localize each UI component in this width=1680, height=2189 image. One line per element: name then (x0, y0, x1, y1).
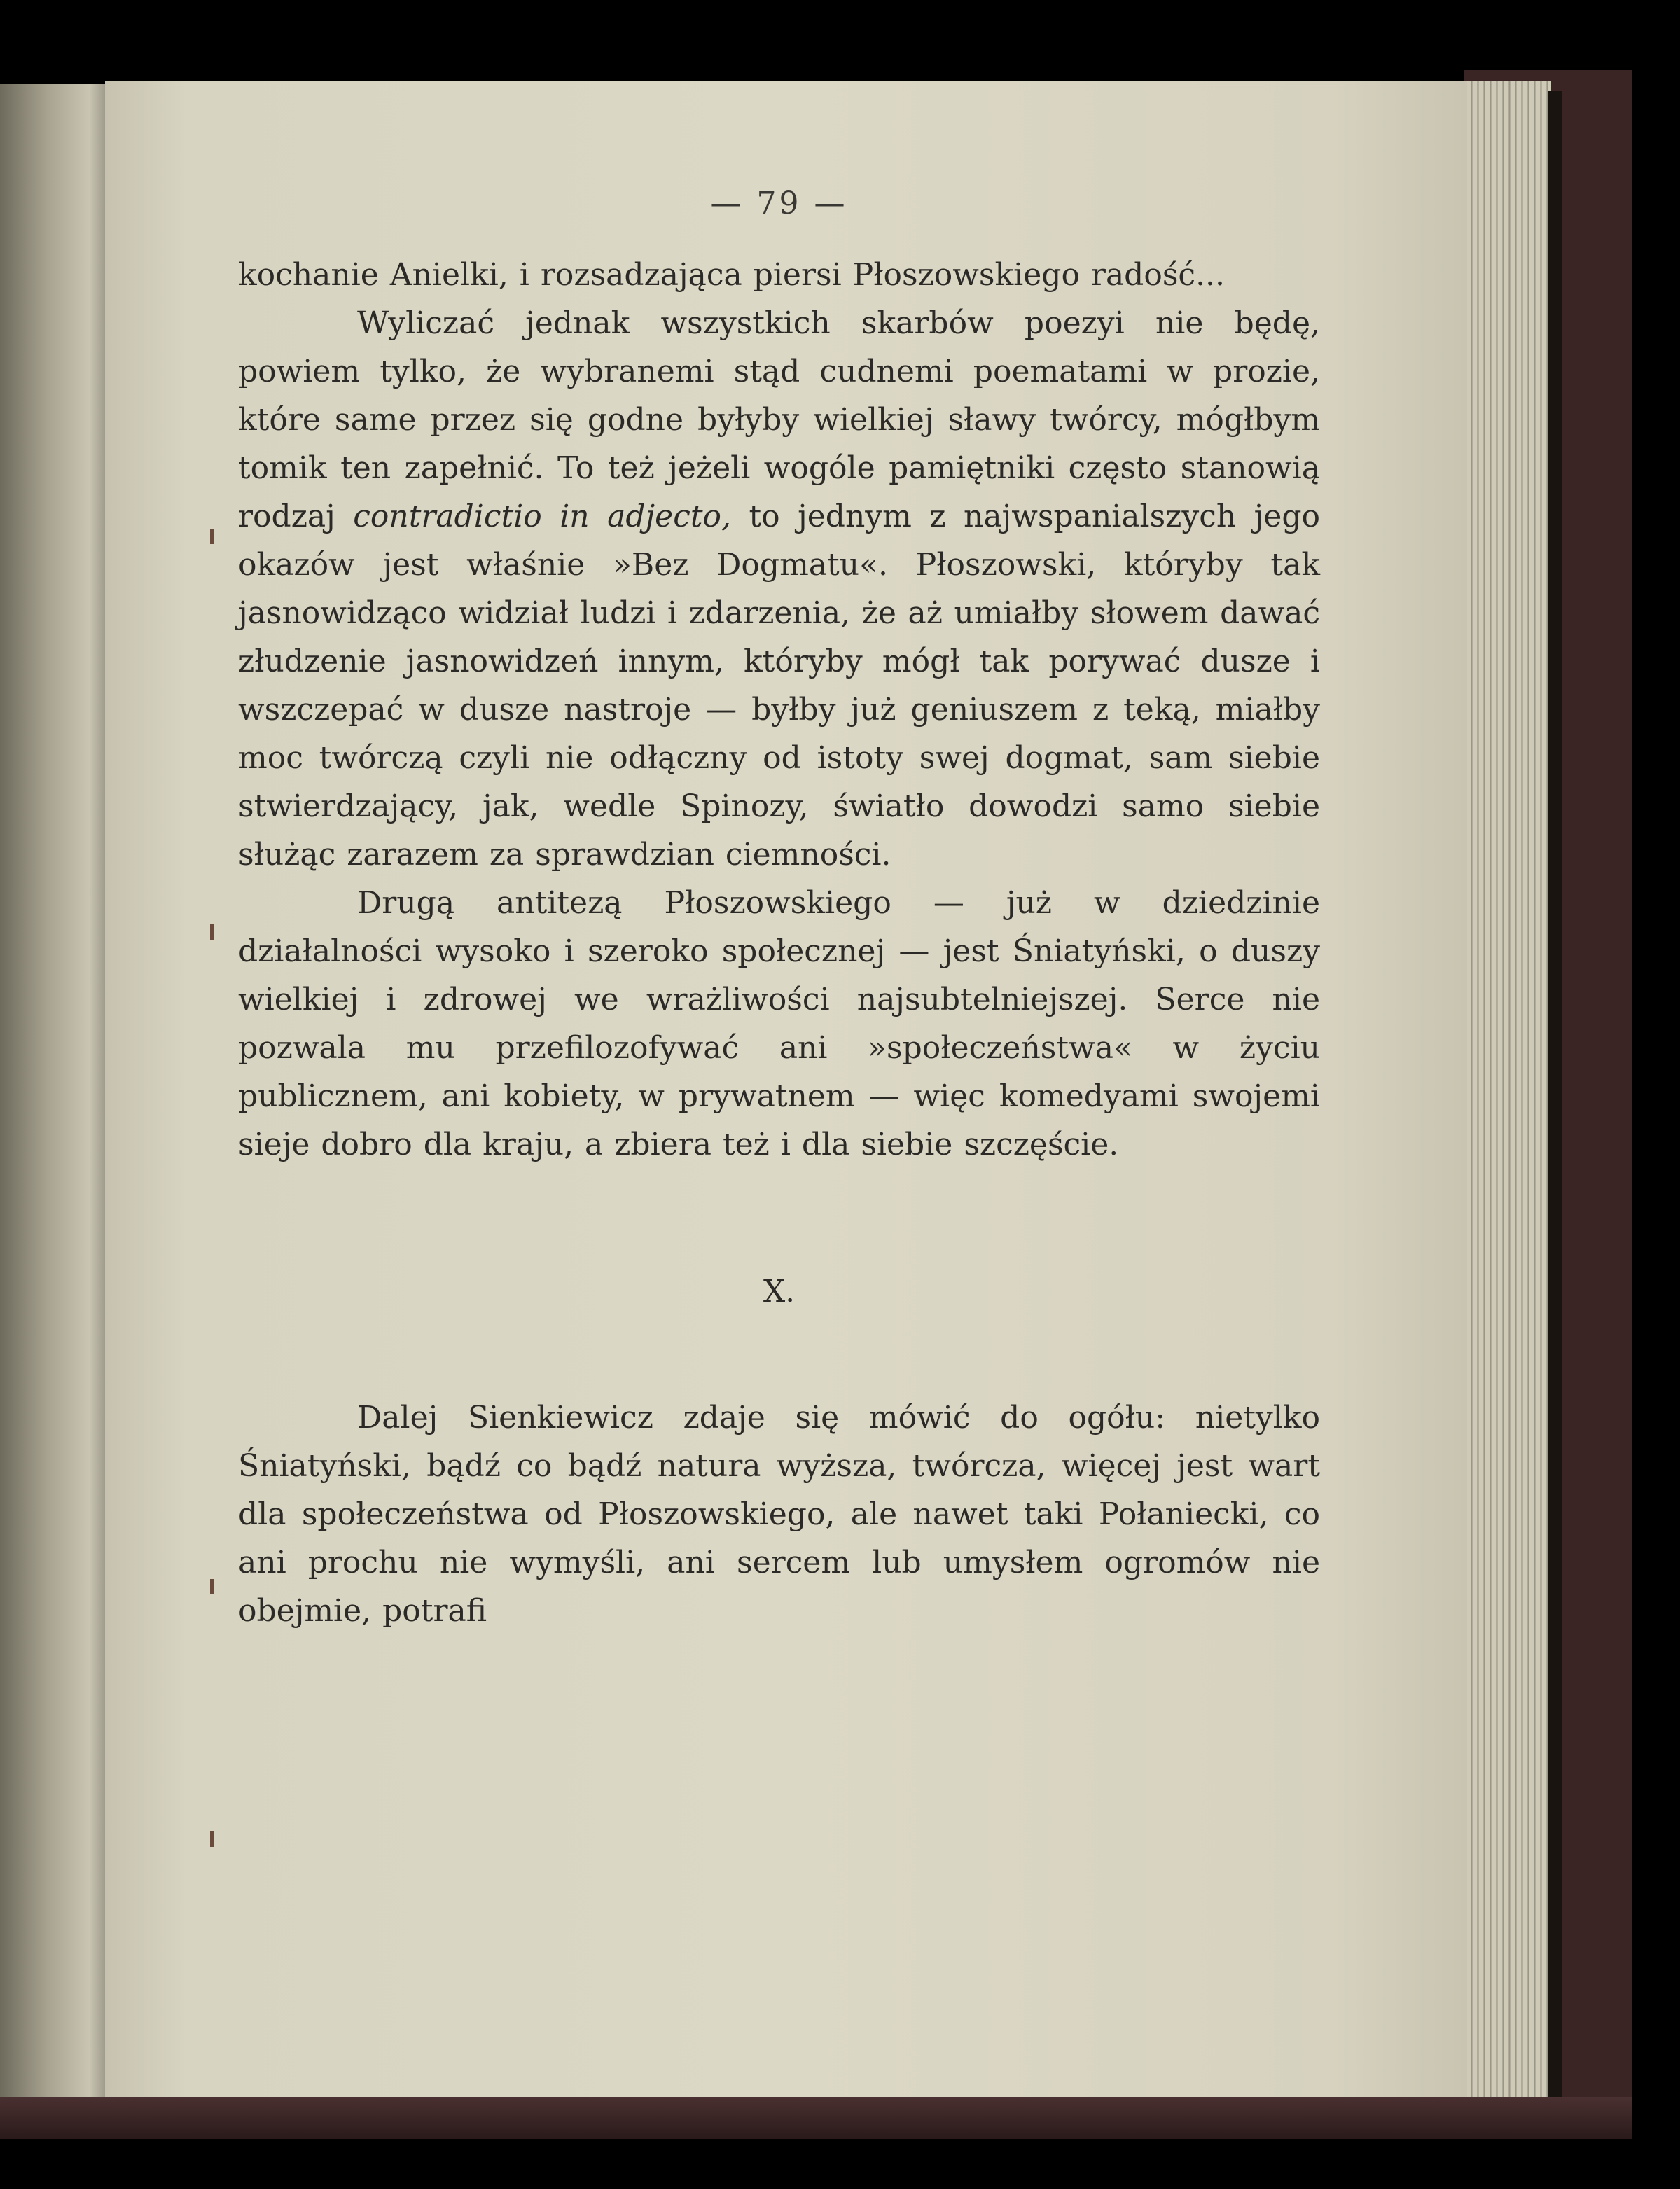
page-number: — 79 — (710, 186, 848, 221)
paragraph-2 (238, 299, 1320, 879)
paragraph-2-text-start: Wyliczać jednak wszystkich skarbów poezyi nie będę, powiem tylko, że wybranemi stąd cudnemi poematami w prozie, które same przez się godne byłyby wielkiej sławy twórcy, mógłbym tomik ten zapełnić. To też jeżeli wogóle pamiętniki często stanowią rodzaj (238, 305, 1320, 534)
paragraph-2-text-end: to jednym z najwspanialszych jego okazów jest właśnie »Bez Dogmatu«. Płoszowski, któryby tak jasnowidząco widział ludzi i zdarzenia, że aż umiałby słowem dawać złudzenie jasnowidzeń innym, któryby mógł tak porywać dusze i wszczepać w dusze nastroje — byłby już geniuszem z teką, miałby moc twórczą czyli nie odłączny od istoty swej dogmat, sam siebie stwierdzający, jak, wedle Spinozy, światło dowodzi samo siebie służąc zarazem za sprawdzian ciemności. (238, 499, 1320, 873)
page-content (238, 186, 1320, 1635)
paragraph-1-text: kochanie Anielki, i rozsadzająca piersi Płoszowskiego radość... (238, 257, 1226, 293)
paragraph-3-text: Drugą antitezą Płoszowskiego — już w dziedzinie działalności wysoko i szeroko społecznej — jest Śniatyński, o duszy wielkiej i zdrowej we wrażliwości najsubtelniejszej. Serce nie pozwala mu przefilozofywać ani »społeczeństwa« w życiu publicznem, ani kobiety, w prywatnem — więc komedyami swojemi sieje dobro dla kraju, a zbiera też i dla siebie szczęście. (238, 885, 1320, 1162)
section-heading: X. (763, 1274, 796, 1309)
margin-mark (210, 1579, 214, 1594)
margin-mark (210, 924, 214, 940)
left-page-edge (0, 84, 119, 2101)
paragraph-2-italic-phrase: contradictio in adjecto, (353, 499, 731, 534)
book-cover-bottom (0, 2097, 1632, 2139)
book-page (105, 81, 1467, 2097)
paragraph-3 (238, 879, 1320, 1169)
section-paragraph-text: Dalej Sienkiewicz zdaje się mówić do ogółu: nietylko Śniatyński, bądź co bądź natura wyższa, twórcza, więcej jest wart dla społeczeństwa od Płoszowskiego, ale nawet taki Połaniecki, co ani prochu nie wymyśli, ani sercem lub umysłem ogromów nie obejmie, potrafi (238, 1400, 1320, 1629)
cover-spine-edge (1548, 91, 1562, 2108)
margin-mark (210, 529, 214, 544)
page-stack-edges (1460, 81, 1551, 2111)
margin-mark (210, 1831, 214, 1847)
paragraph-1 (238, 251, 1320, 299)
section-paragraph (238, 1394, 1320, 1635)
